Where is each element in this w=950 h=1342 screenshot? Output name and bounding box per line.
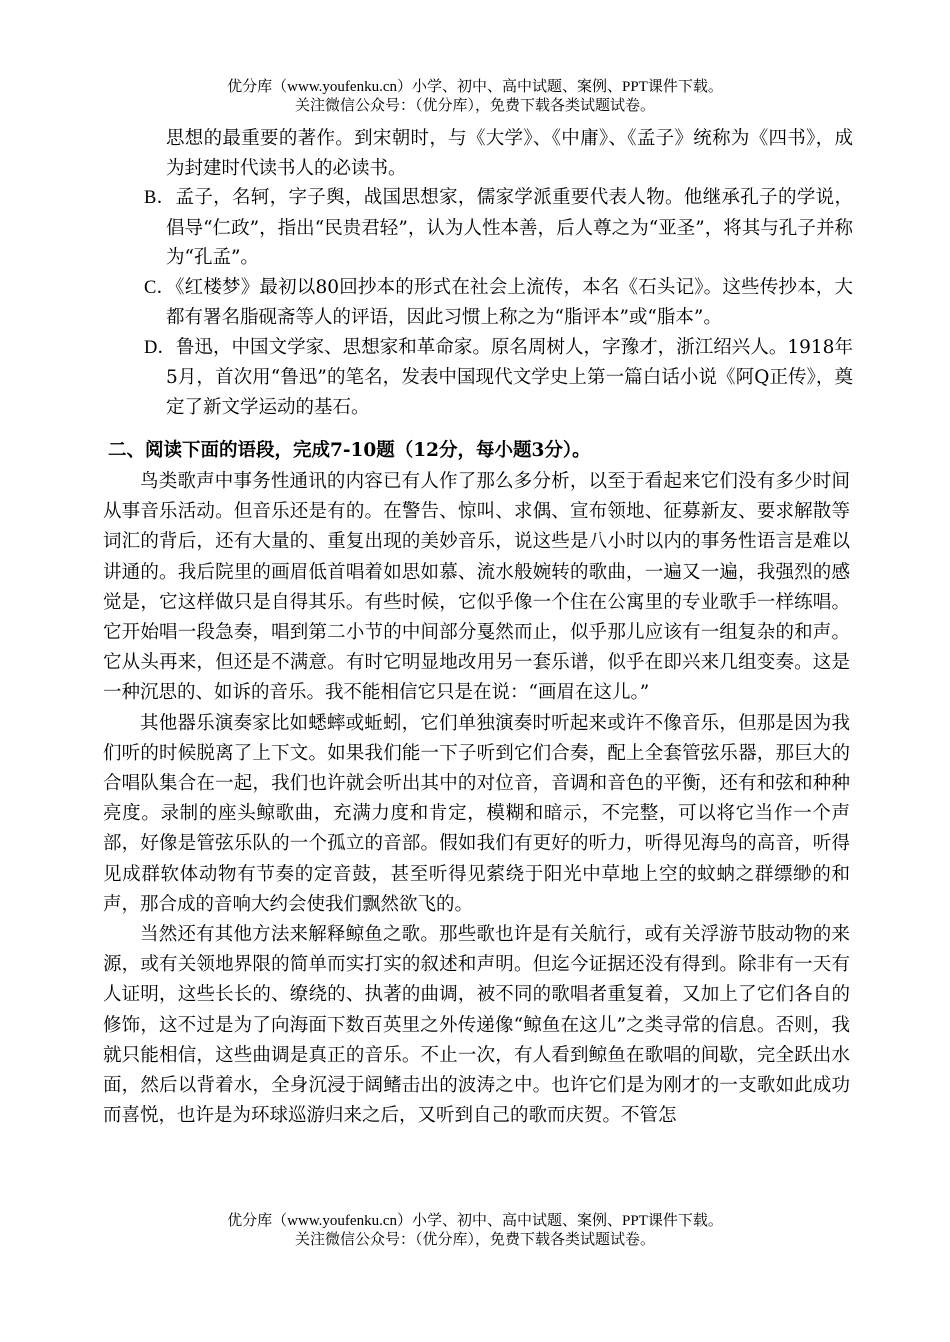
page-header bbox=[0, 78, 950, 116]
answer-options bbox=[118, 124, 853, 422]
option-text: 思想的最重要的著作。到宋朝时，与《大学》、《中庸》、《孟子》统称为《四书》，成为封建时代读书人的必读书。 bbox=[166, 128, 853, 179]
option-a-continuation bbox=[118, 124, 853, 183]
footer-line-1: 优分库（www.youfenku.cn）小学、初中、高中试题、案例、PPT课件下载。 bbox=[227, 1213, 723, 1229]
header-line-2: 关注微信公众号：（优分库），免费下载各类试题试卷。 bbox=[294, 98, 655, 114]
option-d bbox=[118, 333, 853, 423]
footer-line-2: 关注微信公众号：（优分库），免费下载各类试题试卷。 bbox=[294, 1232, 655, 1248]
header-line-1: 优分库（www.youfenku.cn）小学、初中、高中试题、案例、PPT课件下载。 bbox=[227, 79, 723, 95]
page-footer bbox=[0, 1212, 950, 1250]
reading-passage bbox=[103, 467, 850, 1131]
option-label: D． bbox=[144, 337, 176, 358]
option-text: 《红楼梦》最初以80回抄本的形式在社会上流传，本名《石头记》。这些传抄本，大都有署名脂砚斋等人的评语，因此习惯上称之为“脂评本”或“脂本”。 bbox=[166, 276, 853, 328]
option-label: C． bbox=[144, 277, 176, 298]
option-text: 孟子，名轲，字子舆，战国思想家，儒家学派重要代表人物。他继承孔子的学说，倡导“仁政”，指出“民贵君轻”，认为人性本善，后人尊之为“亚圣”，将其与孔子并称为“孔孟”。 bbox=[166, 187, 853, 268]
option-c bbox=[118, 273, 853, 333]
section-heading: 二、阅读下面的语段，完成7-10题（12分，每小题3分）。 bbox=[108, 440, 591, 461]
option-b bbox=[118, 183, 853, 273]
option-text: 鲁迅，中国文学家、思想家和革命家。原名周树人，字豫才，浙江绍兴人。1918年5月，首次用“鲁迅”的笔名，发表中国现代文学史上第一篇白话小说《阿Q正传》，奠定了新文学运动的基石。 bbox=[166, 336, 853, 418]
option-label: B． bbox=[144, 188, 176, 208]
passage-paragraph-1: 鸟类歌声中事务性通讯的内容已有人作了那么多分析，以至于看起来它们没有多少时间从事音乐活动。但音乐还是有的。在警告、惊叫、求偶、宣布领地、征募新友、要求解散等词汇的背后，还有大量的、重复出现的美妙音乐，说这些是八小时以内的事务性语言是难以讲通的。我后院里的画眉低首唱着如思如慕、流水般婉转的歌曲，一遍又一遍，我强烈的感觉是，它这样做只是自得其乐。有些时候，它似乎像一个住在公寓里的专业歌手一样练唱。它开始唱一段急奏，唱到第二小节的中间部分戛然而止，似乎那儿应该有一组复杂的和声。它从头再来，但还是不满意。有时它明显地改用另一套乐谱，似乎在即兴来几组变奏。这是一种沉思的、如诉的音乐。我不能相信它只是在说：“画眉在这儿。” bbox=[103, 471, 850, 704]
passage-paragraph-3: 当然还有其他方法来解释鲸鱼之歌。那些歌也许是有关航行，或有关浮游节肢动物的来源，或有关领地界限的简单而实打实的叙述和声明。但迄今证据还没有得到。除非有一天有人证明，这些长长的、缭绕的、执著的曲调，被不同的歌唱者重复着，又加上了它们各自的修饰，这不过是为了向海面下数百英里之外传递像“鲸鱼在这儿”之类寻常的信息。否则，我就只能相信，这些曲调是真正的音乐。不止一次，有人看到鲸鱼在歌唱的间歇，完全跃出水面，然后以背着水，全身沉浸于阔鳍击出的波涛之中。也许它们是为刚才的一支歌如此成功而喜悦，也许是为环球巡游归来之后，又听到自己的歌而庆贺。不管怎 bbox=[103, 924, 850, 1127]
passage-paragraph-2: 其他器乐演奏家比如蟋蟀或蚯蚓，它们单独演奏时听起来或许不像音乐，但那是因为我们听的时候脱离了上下文。如果我们能一下子听到它们合奏，配上全套管弦乐器，那巨大的合唱队集合在一起，我们也许就会听出其中的对位音，音调和音色的平衡，还有和弦和种种亮度。录制的座头鲸歌曲，充满力度和肯定，模糊和暗示，不完整，可以将它当作一个声部，好像是管弦乐队的一个孤立的音部。假如我们有更好的听力，听得见海鸟的高音，听得见成群软体动物有节奏的定音鼓，甚至听得见萦绕于阳光中草地上空的蚊蚋之群缥缈的和声，那合成的音响大约会使我们飘然欲飞的。 bbox=[103, 712, 850, 915]
